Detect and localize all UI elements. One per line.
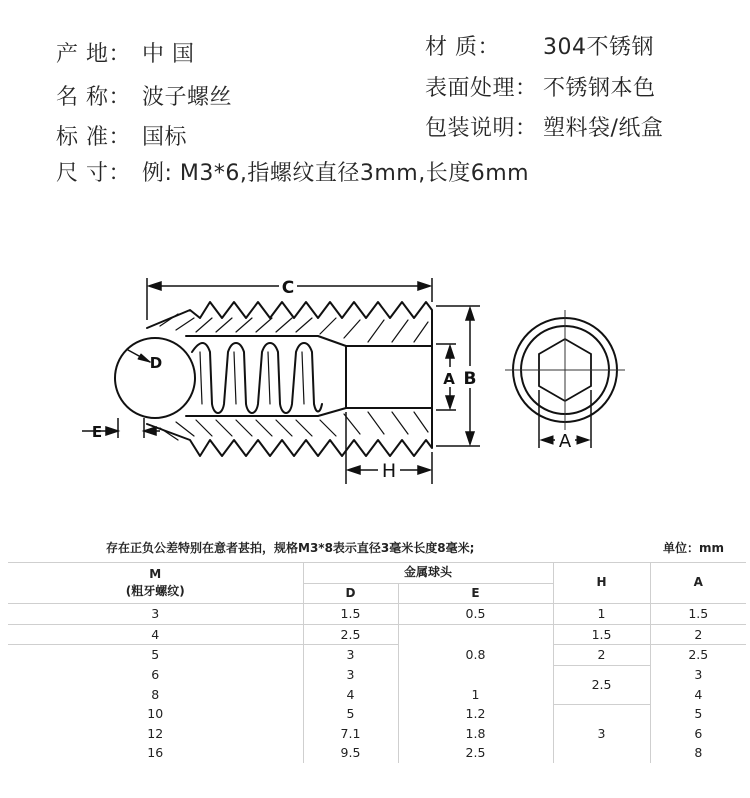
table-row — [8, 645, 746, 666]
table-row — [8, 665, 746, 685]
cell-e: 1.2 — [398, 704, 553, 724]
cell-m: 10 — [147, 706, 164, 721]
spec-origin-label: 产 地： — [56, 42, 131, 67]
cell-a: 4 — [650, 685, 746, 705]
spec-material-value: 304不锈钢 — [543, 35, 654, 60]
header-e: E — [398, 583, 553, 604]
cell-d: 2.5 — [303, 624, 398, 645]
cell-m: 3 — [151, 606, 160, 621]
cell-e: 0.8 — [398, 624, 553, 685]
spec-size-label: 尺 寸： — [56, 161, 131, 186]
spec-name-value: 波子螺丝 — [142, 85, 233, 110]
header-m-sub: (粗牙螺纹) — [125, 584, 185, 598]
cell-m: 12 — [147, 725, 164, 741]
cell-a: 2.5 — [650, 645, 746, 666]
spec-standard-value: 国标 — [142, 125, 188, 150]
ball — [115, 338, 195, 418]
cell-m: 4 — [8, 624, 303, 645]
spec-name-label: 名 称： — [56, 85, 131, 110]
cell-e: 0.5 — [398, 604, 553, 625]
cell-e: 2.5 — [398, 743, 553, 763]
cell-a: 3 — [650, 665, 746, 685]
cell-a: 2 — [650, 624, 746, 645]
dimension-table — [8, 536, 746, 763]
dim-b-label: B — [463, 369, 477, 389]
header-m — [8, 563, 303, 604]
spec-surface-label: 表面处理： — [425, 76, 538, 101]
cell-d: 3 — [303, 665, 398, 685]
cell-h: 3 — [553, 704, 650, 763]
cell-h: 2 — [553, 645, 650, 666]
end-view-a-label: A — [558, 431, 572, 452]
cell-m: 5 — [8, 645, 303, 666]
cell-m: 8 — [151, 686, 160, 702]
table-row — [8, 704, 746, 724]
cell-d: 9.5 — [303, 743, 398, 763]
table-unit: 单位：mm — [650, 536, 746, 563]
cell-a: 5 — [650, 704, 746, 724]
cell-a: 6 — [650, 724, 746, 744]
spec-surface-value: 不锈钢本色 — [543, 76, 656, 101]
cell-h: 1.5 — [553, 624, 650, 645]
cell-h: 2.5 — [553, 665, 650, 704]
spec-material-label: 材 质： — [425, 35, 500, 60]
header-h: H — [553, 563, 650, 604]
spec-origin-value: 中 国 — [142, 42, 195, 67]
cell-d: 7.1 — [303, 724, 398, 744]
table-row — [8, 604, 746, 625]
table-note: 存在正负公差特别在意者甚拍，规格M3*8表示直径3毫米长度8毫米; — [8, 536, 650, 563]
dim-d-label: D — [149, 354, 163, 372]
header-m-label: M — [149, 567, 162, 581]
cell-d: 5 — [303, 704, 398, 724]
table-row — [8, 624, 746, 645]
dim-h-label: H — [381, 460, 397, 482]
inner-bore — [186, 336, 432, 416]
cell-d: 4 — [303, 685, 398, 705]
spec-packaging-label: 包装说明： — [425, 116, 538, 141]
spec-size-value: 例: M3*6,指螺纹直径3mm,长度6mm — [142, 161, 530, 186]
cell-e: 1.8 — [398, 724, 553, 744]
cell-h: 1 — [553, 604, 650, 625]
header-a: A — [650, 563, 746, 604]
cell-a: 1.5 — [650, 604, 746, 625]
dim-a-label: A — [443, 370, 455, 388]
cell-a: 8 — [650, 743, 746, 763]
dim-c-label: C — [281, 278, 295, 298]
dim-e-label: E — [91, 423, 103, 441]
cell-m: 16 — [147, 745, 164, 760]
header-group: 金属球头 — [303, 563, 553, 584]
header-d: D — [303, 583, 398, 604]
spec-standard-label: 标 准： — [56, 125, 131, 150]
cell-m: 6 — [151, 667, 160, 682]
cell-e: 1 — [398, 685, 553, 705]
cell-d: 3 — [303, 645, 398, 666]
cell-d: 1.5 — [303, 604, 398, 625]
spec-packaging-value: 塑料袋/纸盒 — [543, 116, 664, 141]
